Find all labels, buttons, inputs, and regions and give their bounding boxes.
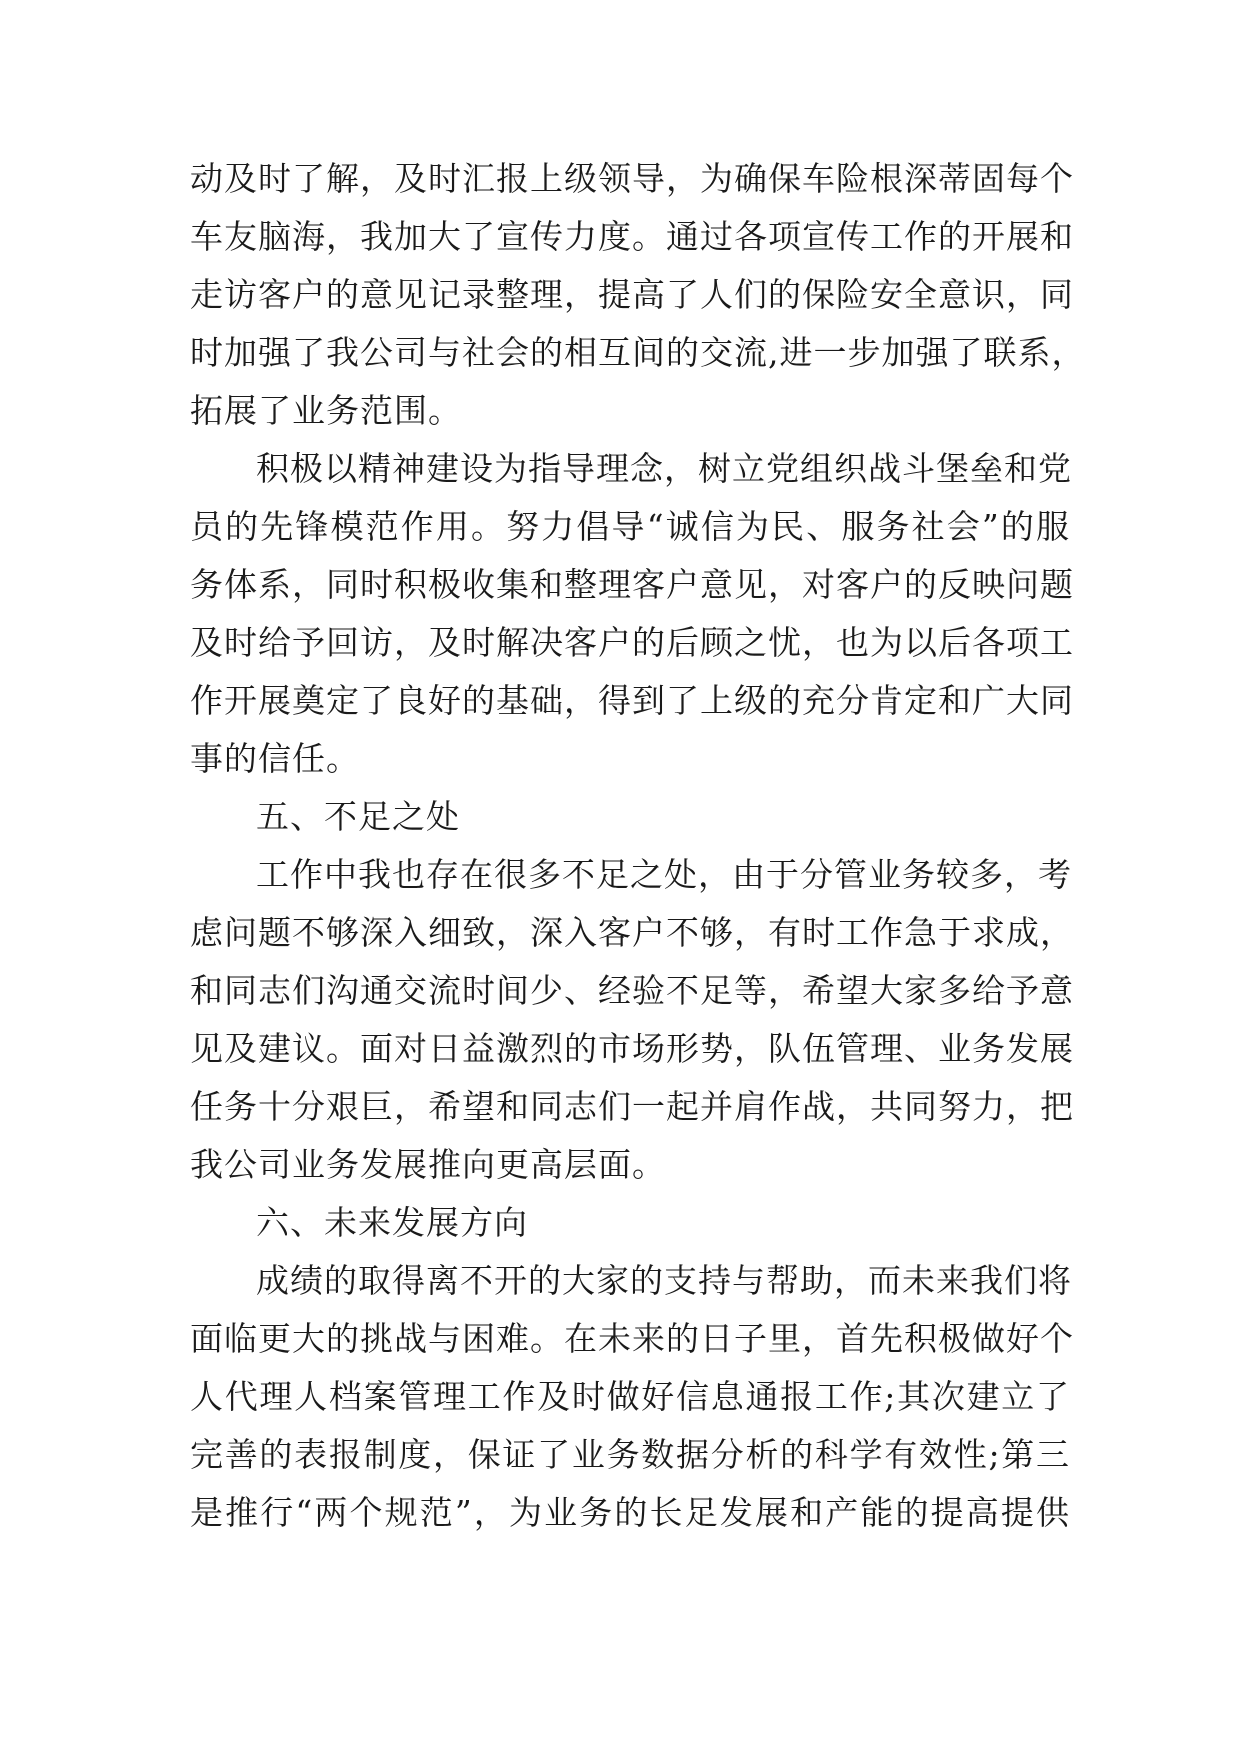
text-line: 动及时了解，及时汇报上级领导，为确保车险根深蒂固每个 [190, 159, 1074, 198]
text-line: 员的先锋模范作用。努力倡导“诚信为民、服务社会”的服 [190, 507, 1070, 546]
text-line: 工作中我也存在很多不足之处，由于分管业务较多，考 [256, 855, 1072, 894]
text-line: 见及建议。面对日益激烈的市场形势，队伍管理、业务发展 [190, 1029, 1074, 1068]
heading-text: 六、未来发展方向 [256, 1203, 528, 1242]
section-heading [190, 788, 1070, 846]
text-line: 积极以精神建设为指导理念，树立党组织战斗堡垒和党 [256, 449, 1072, 488]
text-line: 成绩的取得离不开的大家的支持与帮助，而未来我们将 [256, 1261, 1072, 1300]
text-line: 面临更大的挑战与困难。在未来的日子里，首先积极做好个 [190, 1319, 1074, 1358]
text-line: 虑问题不够深入细致，深入客户不够，有时工作急于求成， [190, 913, 1074, 952]
text-line: 任务十分艰巨，希望和同志们一起并肩作战，共同努力，把 [190, 1087, 1074, 1126]
text-line: 事的信任。 [190, 739, 360, 778]
paragraph [190, 440, 1074, 788]
text-line: 走访客户的意见记录整理，提高了人们的保险安全意识，同 [190, 275, 1074, 314]
text-line: 时加强了我公司与社会的相互间的交流,进一步加强了联系， [190, 333, 1086, 372]
text-line: 人代理人档案管理工作及时做好信息通报工作;其次建立了 [190, 1377, 1070, 1416]
document-body [190, 150, 1086, 1542]
paragraph [190, 846, 1074, 1194]
text-line: 车友脑海，我加大了宣传力度。通过各项宣传工作的开展和 [190, 217, 1074, 256]
section-heading [190, 1194, 1070, 1252]
text-line: 拓展了业务范围。 [190, 391, 462, 430]
paragraph [190, 150, 1086, 440]
text-line: 是推行“两个规范”，为业务的长足发展和产能的提高提供 [190, 1493, 1070, 1532]
text-line: 和同志们沟通交流时间少、经验不足等，希望大家多给予意 [190, 971, 1074, 1010]
heading-text: 五、不足之处 [256, 797, 460, 836]
text-line: 务体系，同时积极收集和整理客户意见，对客户的反映问题 [190, 565, 1074, 604]
text-line: 及时给予回访，及时解决客户的后顾之忧，也为以后各项工 [190, 623, 1074, 662]
text-line: 完善的表报制度，保证了业务数据分析的科学有效性;第三 [190, 1435, 1070, 1474]
text-line: 我公司业务发展推向更高层面。 [190, 1145, 666, 1184]
paragraph [190, 1252, 1074, 1542]
text-line: 作开展奠定了良好的基础，得到了上级的充分肯定和广大同 [190, 681, 1074, 720]
